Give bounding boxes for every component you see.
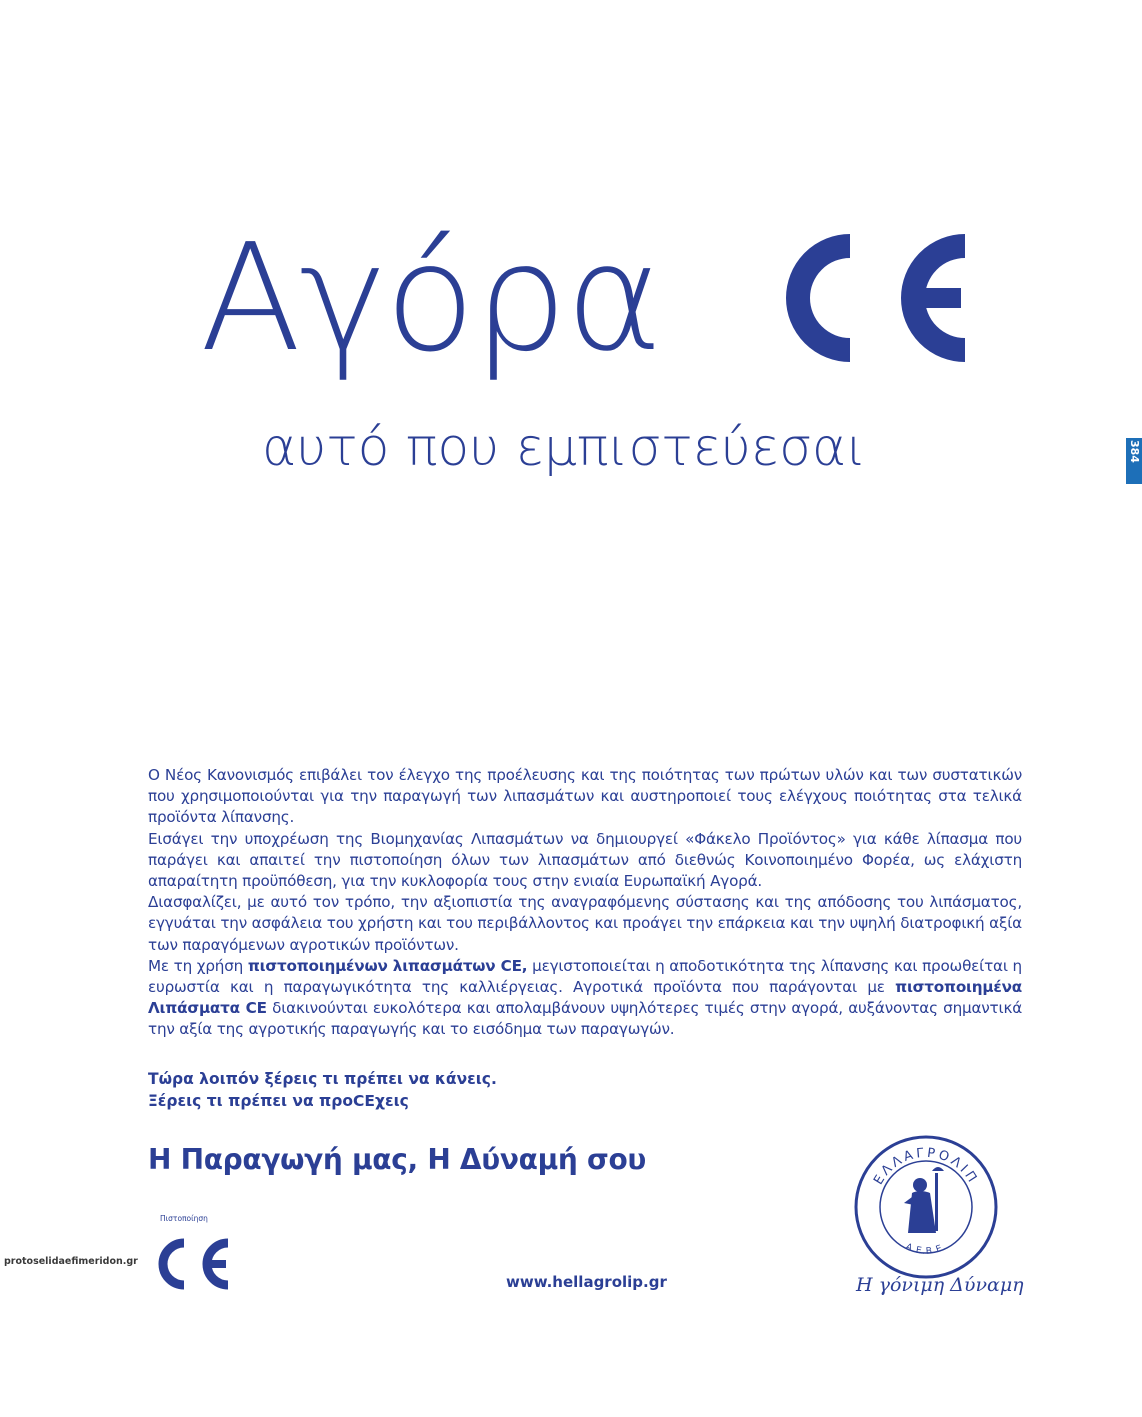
ce-logo-large: [755, 228, 975, 368]
closing-line-2-ce: CE: [353, 1092, 375, 1110]
closing-line-2-c: χεις: [374, 1092, 409, 1110]
goddess-figure-icon: [904, 1167, 944, 1233]
headline-word: Αγόρα: [200, 212, 661, 384]
slogan: Η Παραγωγή μας, Η Δύναμή σου: [148, 1143, 647, 1176]
closing-line-2-a: Ξέρεις τι πρέπει να προ: [148, 1092, 354, 1110]
seal-top-text: ΕΛΛΑΓΡΟΛΙΠ: [871, 1145, 981, 1188]
body-paragraph-2: Εισάγει την υποχρέωση της Βιομηχανίας Λιπασμάτων να δημιουργεί «Φάκελο Προϊόντος» για κάθε λίπασμα που παράγει και απαιτεί την πιστοποίηση όλων των λιπασμάτων από διεθνώς Κοινοποιημένο Φορέα, ως ελάχιστη απαραίτητη προϋπόθεση, για την κυκλοφορία τους στην ενιαία Ευρωπαϊκή Αγορά.: [148, 829, 1022, 891]
headline: [200, 212, 1000, 384]
watermark: protoselidaefimeridon.gr: [4, 1256, 138, 1267]
body-p4-text-c: διακινούνται ευκολότερα και απολαμβάνουν υψηλότερες τιμές στην αγορά, αυξάνοντας σημαντικά την αξία της αγροτικής παραγωγής και το εισόδημα των παραγωγών.: [148, 999, 1022, 1039]
hellagrolip-seal-logo: [852, 1133, 1000, 1281]
seal-tagline: Η γόνιμη Δύναμη: [856, 1274, 1024, 1296]
certification-label: Πιστοποίηση: [160, 1214, 208, 1223]
website-link[interactable]: www.hellagrolip.gr: [506, 1273, 667, 1291]
body-paragraph-1: Ο Νέος Κανονισμός επιβάλει τον έλεγχο της προέλευσης και της ποιότητας των πρώτων υλών και των συστατικών που χρησιμοποιούνται για την παραγωγή των λιπασμάτων και αυστηροποιεί τους ελέγχους ποιότητας στα τελικά προϊόντα λίπανσης.: [148, 766, 1022, 827]
body-p4-text-a: Με τη χρήση: [148, 956, 248, 975]
svg-text:ΕΛΛΑΓΡΟΛΙΠ: [871, 1146, 981, 1188]
ce-logo-small: [148, 1236, 230, 1292]
body-p4-bold-a: πιστοποιημένων λιπασμάτων CE,: [247, 956, 528, 975]
body-text: [148, 765, 1022, 1041]
side-tab-label: 384: [1128, 440, 1141, 463]
seal-bottom-text: Α.Ε.Β.Ε.: [903, 1242, 949, 1257]
body-p4-bold-b: πιστοποιημένα Λιπάσματα CE: [148, 978, 1022, 1018]
closing-line-1: Τώρα λοιπόν ξέρεις τι πρέπει να κάνεις.: [148, 1070, 497, 1088]
subheadline: αυτό που εμπιστεύεσαι: [262, 418, 867, 478]
svg-text:Α.Ε.Β.Ε.: [904, 1242, 948, 1257]
closing-lines: [148, 1068, 748, 1112]
body-paragraph-4: [148, 956, 1022, 1041]
body-paragraph-3: Διασφαλίζει, με αυτό τον τρόπο, την αξιοπιστία της αναγραφόμενης σύστασης και της απόδοσης του λιπάσματος, εγγυάται την ασφάλεια του χρήστη και του περιβάλλοντος και προάγει την επάρκεια και την υψηλή διατροφική αξία των παραγόμενων αγροτικών προϊόντων.: [148, 893, 1022, 954]
closing-line-2: [148, 1090, 748, 1112]
body-p4-text-b: μεγιστοποιείται η αποδοτικότητα της λίπανσης και προωθείται η ευρωστία και η παραγωγικότητα της καλλιέργειας. Αγροτικά προϊόντα που παράγονται με: [148, 956, 1022, 997]
